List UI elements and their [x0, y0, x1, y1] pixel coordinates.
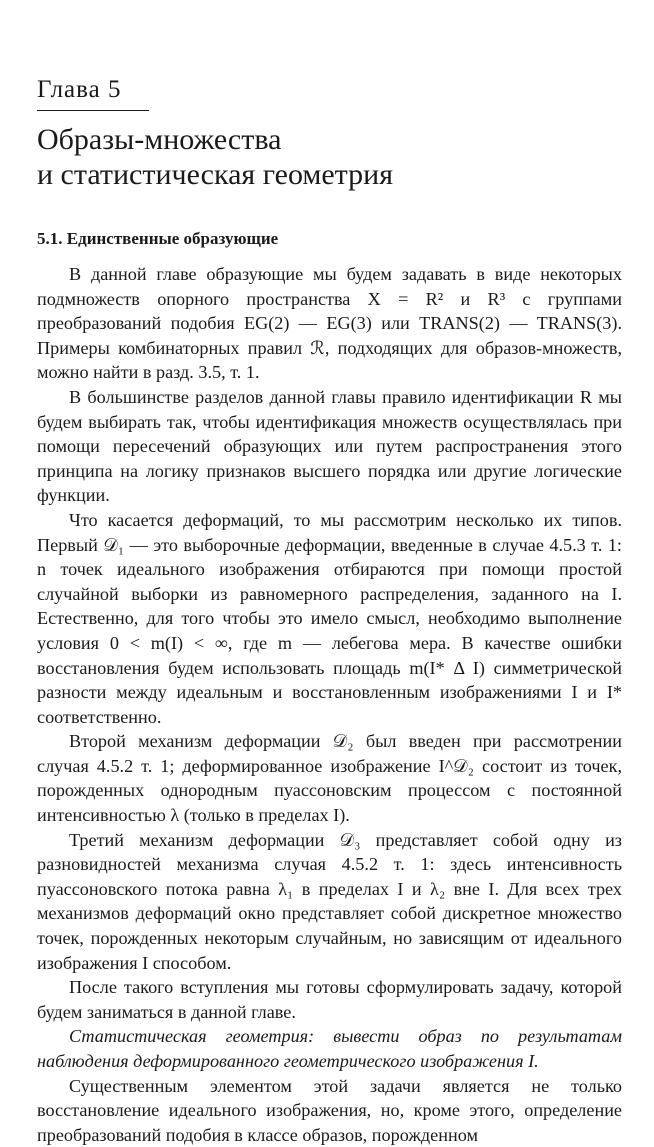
body-text	[37, 262, 622, 1147]
paragraph: Существенным элементом этой задачи является не только восстановление идеального изображения, но, кроме этого, определение преобразований подобия в классе образов, порожденном	[37, 1075, 622, 1145]
paragraph: Второй механизм деформации 𝒟₂ был введен при рассмотрении случая 4.5.2 т. 1; деформированное изображение I^𝒟₂ состоит из точек, порожденных однородным пуассоновским процессом с постоянной интенсивностью λ (только в пределах I).	[37, 731, 622, 826]
paragraph: В данной главе образующие мы будем задавать в виде некоторых подмножеств опорного пространства X = R² и R³ с группами преобразований подобия EG(2) — EG(3) или TRANS(2) — TRANS(3). Примеры комбинаторных правил ℛ, подходящих для образов-множеств, можно найти в разд. 3.5, т. 1.	[37, 264, 622, 383]
chapter-label: Глава 5	[37, 76, 122, 103]
problem-statement: Статистическая геометрия: вывести образ по результатам наблюдения деформированного геометрического изображения I.	[37, 1026, 622, 1071]
chapter-title-line-2: и статистическая геометрия	[37, 158, 394, 191]
chapter-title	[37, 122, 617, 192]
paragraph: Третий механизм деформации 𝒟₃ представляет собой одну из разновидностей механизма случая 4.5.2 т. 1: здесь интенсивность пуассоновского потока равна λ₁ в пределах I и λ₂ вне I. Для всех трех механизмов деформаций окно представляет собой дискретное множество точек, порожденных некоторым случайным, но зависящим от идеального изображения I способом.	[37, 829, 622, 973]
chapter-title-line-1: Образы-множества	[37, 123, 282, 156]
paragraph: После такого вступления мы готовы сформулировать задачу, которой будем заниматься в данной главе.	[37, 977, 622, 1022]
paragraph: В большинстве разделов данной главы правило идентификации R мы будем выбирать так, чтобы идентификация множеств осуществлялась при помощи пересечений образующих или путем распространения этого принципа на логику признаков высшего порядка или другие логические функции.	[37, 386, 622, 506]
paragraph: Что касается деформаций, то мы рассмотрим несколько их типов. Первый 𝒟₁ — это выборочные деформации, введенные в случае 4.5.3 т. 1: n точек идеального изображения отбираются при помощи простой случайной выборки из равномерного распределения, заданного на I. Естественно, для того чтобы это имело смысл, необходимо выполнение условия 0 < m(I) < ∞, где m — лебегова мера. В качестве ошибки восстановления будем использовать площадь m(I* Δ I) симметрической разности между идеальным и восстановленным изображениями I и I* соответственно.	[37, 509, 622, 727]
section-heading: 5.1. Единственные образующие	[37, 229, 279, 248]
chapter-divider	[37, 110, 149, 111]
